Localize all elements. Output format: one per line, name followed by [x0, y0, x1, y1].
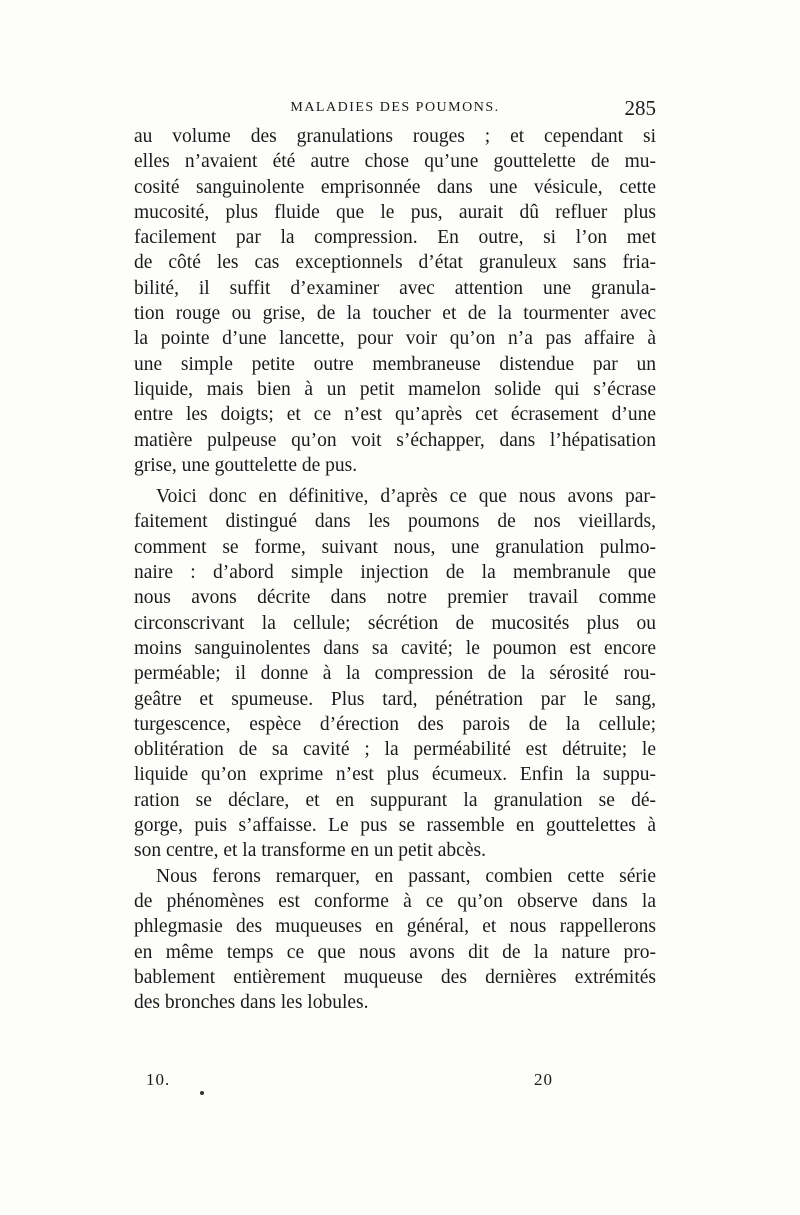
page-number: 285 — [624, 96, 656, 120]
text-line: en même temps ce que nous avons dit de la nature pro- — [134, 941, 656, 963]
text-line: elles n’avaient été autre chose qu’une gouttelette de mu- — [134, 151, 656, 173]
gathering-number: 20 — [534, 1070, 553, 1089]
paragraph-3 — [134, 864, 656, 1016]
text-line: entre les doigts; et ce n’est qu’après cet écrasement d’une — [134, 404, 656, 426]
text-line: naire : d’abord simple injection de la membranule que — [134, 562, 656, 584]
text-line: au volume des granulations rouges ; et cependant si — [134, 126, 656, 147]
text-line: son centre, et la transforme en un petit abcès. — [134, 840, 486, 862]
body-text — [134, 124, 656, 1015]
ink-speck — [200, 1091, 204, 1095]
paragraph-2 — [134, 484, 656, 863]
signature-mark: 10. — [146, 1070, 171, 1089]
text-line: faitement distingué dans les poumons de nos vieillards, — [134, 511, 656, 533]
text-line: cosité sanguinolente emprisonnée dans une vésicule, cette — [134, 176, 656, 198]
text-line: mucosité, plus fluide que le pus, aurait dû refluer plus — [134, 201, 656, 223]
text-line: bilité, il suffit d’examiner avec attention une granula- — [134, 277, 656, 299]
text-line: moins sanguinolentes dans sa cavité; le poumon est encore — [134, 637, 656, 659]
text-line: comment se forme, suivant nous, une granulation pulmo- — [134, 536, 656, 558]
text-line: gorge, puis s’affaisse. Le pus se rassemble en gouttelettes à — [134, 815, 656, 837]
running-title: MALADIES DES POUMONS. — [290, 100, 500, 115]
text-line: des bronches dans les lobules. — [134, 992, 369, 1014]
text-line: perméable; il donne à la compression de la sérosité rou- — [134, 663, 656, 685]
text-line: matière pulpeuse qu’on voit s’échapper, dans l’hépatisation — [134, 429, 656, 451]
text-line: oblitération de sa cavité ; la perméabilité est détruite; le — [134, 739, 656, 761]
text-line: Voici donc en définitive, d’après ce que nous avons par- — [156, 486, 656, 508]
running-head — [134, 96, 656, 120]
text-line: bablement entièrement muqueuse des dernières extrémités — [134, 966, 656, 988]
text-line: circonscrivant la cellule; sécrétion de mucosités plus ou — [134, 612, 656, 634]
text-line: la pointe d’une lancette, pour voir qu’on n’a pas affaire à — [134, 328, 656, 350]
text-line: nous avons décrite dans notre premier travail comme — [134, 587, 656, 609]
text-line: de côté les cas exceptionnels d’état granuleux sans fria- — [134, 252, 656, 274]
text-line: grise, une gouttelette de pus. — [134, 454, 358, 476]
text-line: ration se déclare, et en suppurant la granulation se dé- — [134, 789, 656, 811]
text-line: Nous ferons remarquer, en passant, combien cette série — [156, 865, 656, 887]
page-footer — [134, 1070, 656, 1094]
text-line: facilement par la compression. En outre, si l’on met — [134, 227, 656, 249]
text-line: geâtre et spumeuse. Plus tard, pénétration par le sang, — [134, 688, 656, 710]
text-line: liquide, mais bien à un petit mamelon solide qui s’écrase — [134, 378, 656, 400]
text-line: liquide qu’on exprime n’est plus écumeux. Enfin la suppu- — [134, 764, 656, 786]
text-line: une simple petite outre membraneuse distendue par un — [134, 353, 656, 375]
text-line: phlegmasie des muqueuses en général, et nous rappellerons — [134, 916, 656, 938]
text-line: turgescence, espèce d’érection des parois de la cellule; — [134, 713, 656, 735]
text-line: tion rouge ou grise, de la toucher et de la tourmenter avec — [134, 303, 656, 325]
paragraph-1 — [134, 124, 656, 478]
text-line: de phénomènes est conforme à ce qu’on observe dans la — [134, 890, 656, 912]
